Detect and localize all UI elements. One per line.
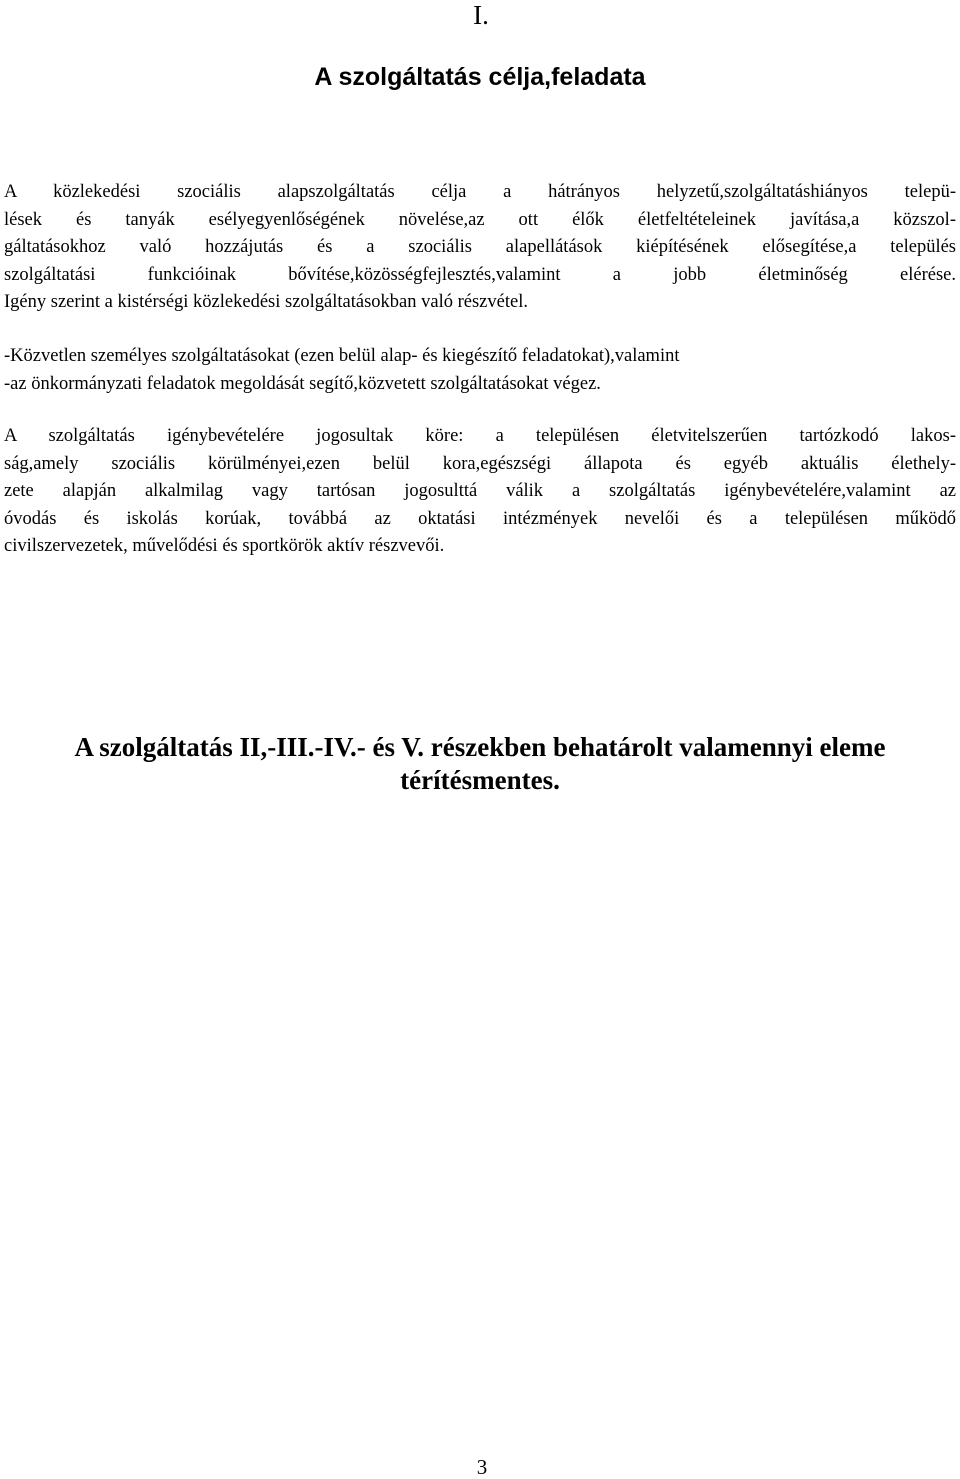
paragraph-line: zete alapján alkalmilag vagy tartósan jogosulttá válik a szolgáltatás igénybevételére,valamint az (4, 481, 956, 501)
paragraph-line: lések és tanyák esélyegyenlőségének növelése,az ott élők életfeltételeinek javítása,a közszol- (4, 209, 956, 230)
paragraph-line: civilszervezetek, művelődési és sportkörök aktív részvevői. (4, 536, 445, 556)
paragraph-line: Igény szerint a kistérségi közlekedési szolgáltatásokban való részvétel. (4, 292, 528, 312)
paragraph-line: -az önkormányzati feladatok megoldását segítő,közvetett szolgáltatásokat végez. (4, 373, 601, 394)
closing-line: térítésmentes. (400, 765, 560, 795)
paragraph-services-provided (4, 343, 956, 398)
closing-statement (0, 731, 960, 797)
paragraph-line: -Közvetlen személyes szolgáltatásokat (ezen belül alap- és kiegészítő feladatokat),valamint (4, 346, 680, 366)
chapter-number: I. (473, 0, 489, 30)
paragraph-line: gáltatásokhoz való hozzájutás és a szociális alapellátások kiépítésének elősegítése,a település (4, 237, 956, 257)
paragraph-service-goal (4, 179, 956, 317)
chapter-title: A szolgáltatás célja,feladata (314, 63, 646, 91)
paragraph-line: óvodás és iskolás korúak, továbbá az oktatási intézmények nevelői és a településen működő (4, 508, 956, 529)
paragraph-eligibility (4, 423, 956, 561)
page-number: 3 (476, 1455, 488, 1479)
paragraph-line: A szolgáltatás igénybevételére jogosultak köre: a településen életvitelszerűen tartózkodó lakos- (4, 426, 956, 446)
paragraph-line: ság,amely szociális körülményei,ezen belül kora,egészségi állapota és egyéb aktuális élethely- (4, 453, 956, 474)
paragraph-line: A közlekedési szociális alapszolgáltatás célja a hátrányos helyzetű,szolgáltatáshiányos telepü- (4, 182, 956, 202)
paragraph-line: szolgáltatási funkcióinak bővítése,közösségfejlesztés,valamint a jobb életminőség elérése. (4, 264, 956, 285)
closing-line: A szolgáltatás II,-III.-IV.- és V. részekben behatárolt valamennyi eleme (74, 732, 886, 762)
